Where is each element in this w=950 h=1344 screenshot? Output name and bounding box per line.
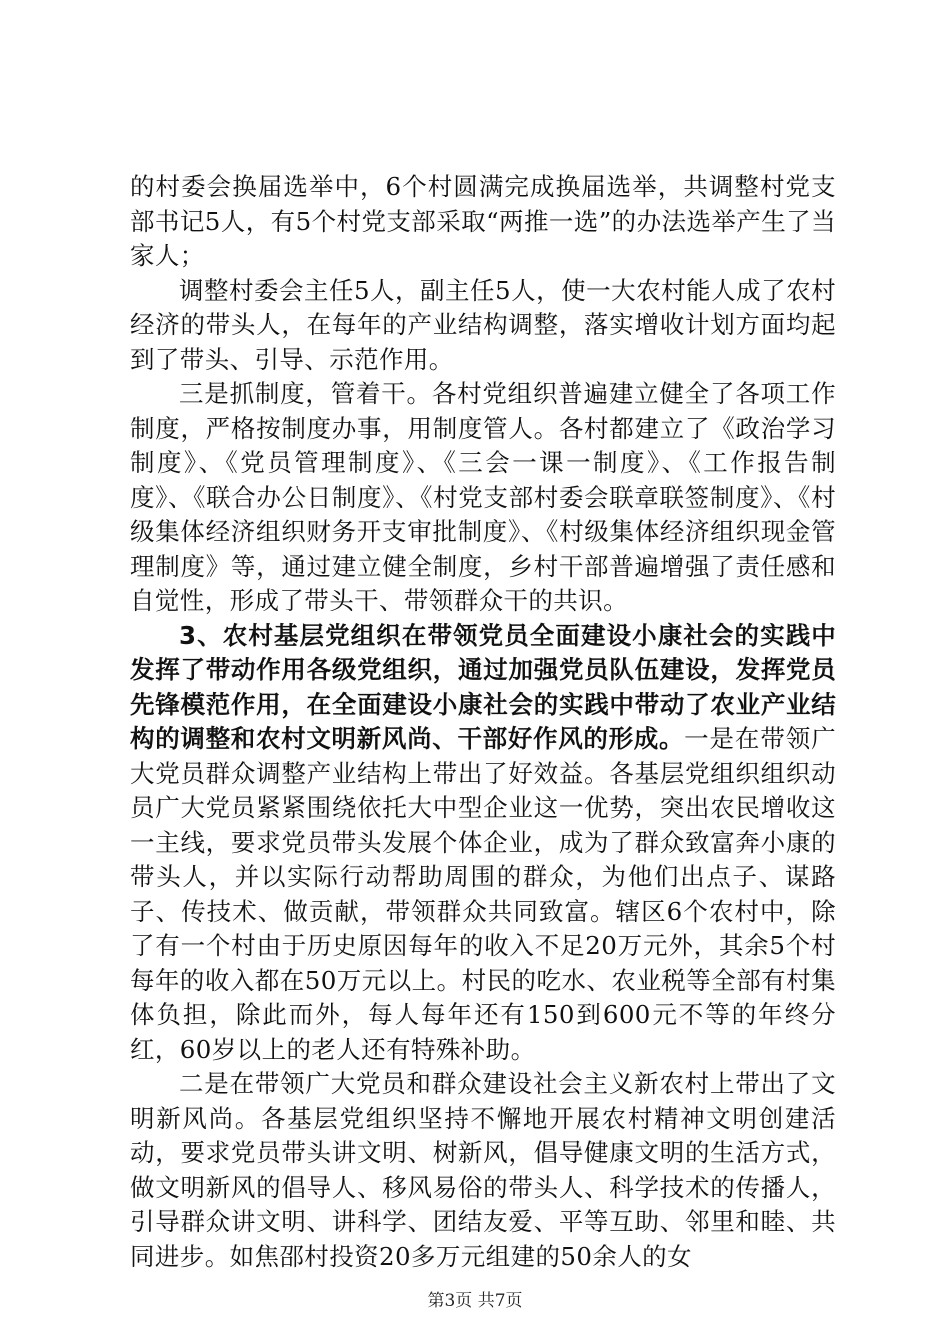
paragraph-1: 的村委会换届选举中，6个村圆满完成换届选举，共调整村党支部书记5人，有5个村党支部采取“两推一选”的办法选举产生了当家人； — [130, 172, 836, 270]
paragraph-3: 三是抓制度，管着干。各村党组织普遍建立健全了各项工作制度，严格按制度办事，用制度管人。各村都建立了《政治学习制度》、《党员管理制度》、《三会一课一制度》、《工作报告制度》、《联合办公日制度》、《村党支部村委会联章联签制度》、《村级集体经济组织财务开支审批制度》、《村级集体经济组织现金管理制度》等，通过建立健全制度，乡村干部普遍增强了责任感和自觉性，形成了带头干、带领群众干的共识。 — [130, 379, 836, 615]
paragraph-4 — [130, 619, 836, 1068]
document-body — [130, 170, 836, 1274]
paragraph-2: 调整村委会主任5人，副主任5人，使一大农村能人成了农村经济的带头人，在每年的产业结构调整，落实增收计划方面均起到了带头、引导、示范作用。 — [130, 275, 836, 374]
paragraph-5: 二是在带领广大党员和群众建设社会主义新农村上带出了文明新风尚。各基层党组织坚持不懈地开展农村精神文明创建活动，要求党员带头讲文明、树新风，倡导健康文明的生活方式，做文明新风的倡导人、移风易俗的带头人、科学技术的传播人，引导群众讲文明、讲科学、团结友爱、平等互助、邻里和睦、共同进步。如焦邵村投资20多万元组建的50余人的女 — [130, 1069, 836, 1271]
paragraph-4-body: 一是在带领广大党员群众调整产业结构上带出了好效益。各基层党组织组织动员广大党员紧紧围绕依托大中型企业这一优势，突出农民增收这一主线，要求党员带头发展个体企业，成为了群众致富奔小康的带头人，并以实际行动帮助周围的群众，为他们出点子、谋路子、传技术、做贡献，带领群众共同致富。辖区6个农村中，除了有一个村由于历史原因每年的收入不足20万元外，其余5个村每年的收入都在50万元以上。村民的吃水、农业税等全部有村集体负担，除此而外，每人每年还有150到600元不等的年终分红，60岁以上的老人还有特殊补助。 — [130, 724, 836, 1064]
section-heading-3: 3、农村基层党组织在带领党员全面建设小康社会的实践中发挥了带动作用各级党组织，通过加强党员队伍建设，发挥党员先锋模范作用，在全面建设小康社会的实践中带动了农业产业结构的调整和农村文明新风尚、干部好作风的形成。 — [130, 620, 836, 753]
page-number-footer: 第3页 共7页 — [427, 1291, 523, 1311]
